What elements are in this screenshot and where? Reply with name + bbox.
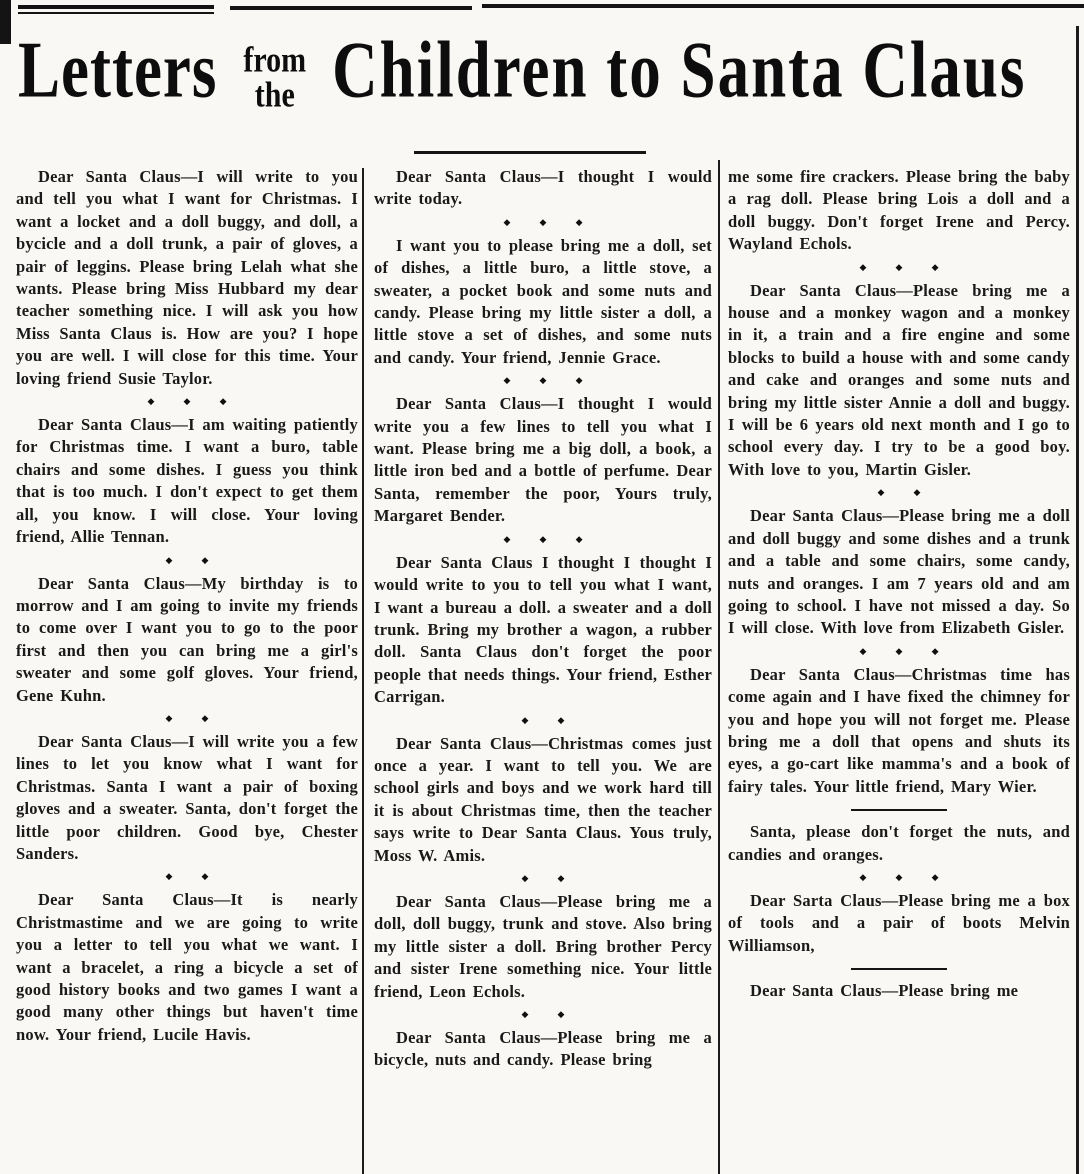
letter-paragraph: Dear Santa Claus—Please bring me a house and a monkey wagon and a monkey in it, a train and a fire engine and some blocks to build a house with and some candy and cake and oranges and some nuts and bring my little sister Annie a doll and buggy. I will be 6 years old next month and I go to school every day. I try to be a good boy. With love to you, Martin Gisler. <box>728 280 1070 479</box>
ornament-separator: ◆ ◆ ◆ <box>503 534 583 545</box>
letter-paragraph: Dear Santa Claus—Please bring me a doll, doll buggy, trunk and stove. Also bring my little sister a doll. Bring brother Percy and sister Irene something nice. Your little friend, Leon Echols. <box>374 891 712 1001</box>
letter-paragraph: Dear Santa Claus—Christmas comes just once a year. I want to tell you. We are school girls and boys and we work hard till it is about Christmas time, then the teacher says write to Dear Santa Claus. Yous truly, Moss W. Amis. <box>374 733 712 865</box>
ornament-separator: ◆ ◆ <box>521 873 565 884</box>
letter-paragraph: Dear Santa Claus—I am waiting patiently for Christmas time. I want a buro, table chairs and some dishes. I guess you think that is too much. I don't expect to get them all, you know. I will close. Your loving friend, Allie Tennan. <box>16 415 358 547</box>
headline-word-letters: Letters <box>18 24 218 115</box>
ornament-separator: ◆ ◆ <box>877 488 921 499</box>
ornament-separator: ◆ ◆ <box>521 1010 565 1020</box>
letter-paragraph: Dear Santa Claus—I will write you a few lines to let you know what I want for Christmas. Santa I want a pair of boxing gloves and a sweater. Santa, don't forget the little poor children. Good bye, Chester Sanders. <box>16 731 358 863</box>
headline-underline-rule <box>414 151 646 154</box>
ornament-separator: ◆ ◆ ◆ <box>859 872 939 883</box>
dash-rule-separator <box>851 968 947 970</box>
letter-paragraph: me some fire crackers. Please bring the baby a rag doll. Please bring Lois a doll and a doll buggy. Don't forget Irene and Percy. Wayland Echols. <box>728 167 1070 254</box>
letter-paragraph: Dear Santa Claus—My birthday is to morrow and I am going to invite my friends to come over I want you to go to the poor first and then you can bring me a girl's sweater and some golf gloves. Your friend, Gene Kuhn. <box>16 573 358 705</box>
ornament-separator: ◆ ◆ ◆ <box>147 397 227 408</box>
headline-word-children-to-santa-claus: Children to Santa Claus <box>332 24 1027 115</box>
top-rule-segment <box>482 4 1084 8</box>
headline <box>18 24 1070 148</box>
ornament-separator: ◆ ◆ <box>165 555 209 566</box>
letter-paragraph: Santa, please don't forget the nuts, and candies and oranges. <box>728 822 1070 864</box>
letters-column-3 <box>728 166 1070 1174</box>
letters-column-1 <box>16 166 358 1174</box>
letter-paragraph: Dear Santa Claus—It is nearly Christmastime and we are going to write you a letter to tell you what we want. I want a bracelet, a ring a bicycle a set of good history books and two games I want a good many other things but haven't time now. Your friend, Lucile Havis. <box>16 890 358 1044</box>
top-rule-segment <box>18 5 214 9</box>
letter-paragraph: Dear Santa Claus—Please bring me <box>750 981 1019 1001</box>
letter-paragraph: Dear Santa Claus—Please bring me a bicycle, nuts and candy. Please bring <box>374 1028 712 1070</box>
dash-rule-separator <box>851 809 947 811</box>
ornament-separator: ◆ ◆ ◆ <box>859 262 939 273</box>
column-divider-left <box>362 168 364 1174</box>
column-divider-right <box>718 160 720 1174</box>
letter-paragraph: Dear Santa Claus I thought I thought I would write to you to tell you what I want, I want a bureau a doll. a sweater and a doll trunk. Bring my brother a wagon, a rubber doll. Santa Claus don't forget the poor people that needs things. Your friend, Esther Carrigan. <box>374 552 712 707</box>
letter-paragraph: Dear Santa Claus—I will write to you and tell you what I want for Christmas. I want a locket and a doll buggy, and doll, a bycicle and a doll trunk, a pair of gloves, a pair of leggins. Please bring Lelah what she wants. Please bring Miss Hubbard my dear teacher something nice. I will ask you how Miss Santa Claus is. How are you? I hope you are well. I will close for this time. Your loving friend Susie Taylor. <box>16 167 358 388</box>
letter-paragraph: Dear Sarta Claus—Please bring me a box of tools and a pair of boots Melvin Williamson, <box>728 890 1070 955</box>
ornament-separator: ◆ ◆ <box>521 715 565 726</box>
letter-paragraph: Dear Santa Claus—Please bring me a doll and doll buggy and some dishes and a trunk and a table and some chairs, some candy, nuts and oranges. I am 7 years old and am going to school. I have not missed a day. So I will close. With love from Elizabeth Gisler. <box>728 506 1070 638</box>
letter-paragraph: Dear Santa Claus—I thought I would write you a few lines to tell you what I want. Please bring me a big doll, a book, a little iron bed and a bottle of perfume. Dear Santa, remember the poor, Yours truly, Margaret Bender. <box>374 394 712 526</box>
headline-word-from: from <box>243 40 307 80</box>
letter-paragraph: I want you to please bring me a doll, set of dishes, a little buro, a little stove, a sweater, a pocket book and some nuts and candy. Please bring my little sister a doll, a little stove a set of dishes, and some nuts and candy. Your friend, Jennie Grace. <box>374 235 712 367</box>
letters-column-2 <box>374 166 712 1174</box>
headline-from-the <box>243 40 307 115</box>
torn-edge-mark <box>0 0 11 44</box>
top-rule-segment <box>18 12 214 14</box>
ornament-separator: ◆ ◆ ◆ <box>503 376 583 387</box>
headline-word-the: the <box>254 74 295 115</box>
ornament-separator: ◆ ◆ ◆ <box>503 217 583 228</box>
ornament-separator: ◆ ◆ <box>165 872 209 883</box>
page-right-border <box>1076 26 1079 1174</box>
top-rule-segment <box>230 6 472 10</box>
ornament-separator: ◆ ◆ <box>165 713 209 724</box>
letter-paragraph: Dear Santa Claus—I thought I would write today. <box>374 167 712 209</box>
letter-paragraph: Dear Santa Claus—Christmas time has come again and I have fixed the chimney for you and hope you will not forget me. Please bring me a doll that opens and shuts its eyes, a go-cart like mamma's and a book of fairy tales. Your little friend, Mary Wier. <box>728 664 1070 796</box>
ornament-separator: ◆ ◆ ◆ <box>859 646 939 657</box>
